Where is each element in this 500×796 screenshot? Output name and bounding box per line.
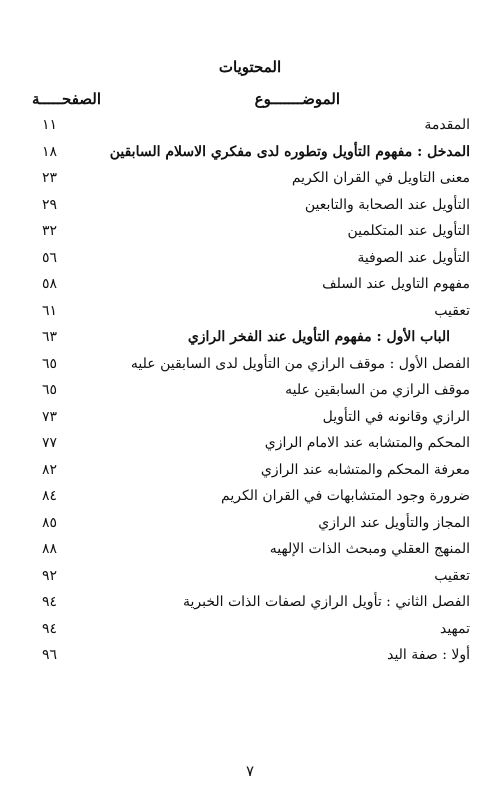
- toc-entry-topic: الرازي وقانونه في التأويل: [322, 408, 470, 425]
- toc-entry-topic: موقف الرازي من السابقين عليه: [285, 382, 470, 398]
- toc-entry-topic: أولا : صفة اليد: [387, 647, 470, 663]
- page-number: ٧: [245, 762, 255, 780]
- toc-entry: [30, 568, 470, 595]
- toc-entry: [30, 250, 470, 277]
- toc-entry-page: ١٨: [42, 143, 58, 160]
- toc-entry-topic: المدخل : مفهوم التأويل وتطوره لدى مفكري الاسلام السابقين: [109, 143, 470, 160]
- toc-entry: [30, 170, 470, 197]
- toc-entry-page: ٦١: [42, 302, 58, 319]
- toc-entry: [30, 276, 470, 303]
- toc-entry-page: ٨٢: [42, 461, 58, 478]
- toc-entry: [30, 197, 470, 224]
- toc-list: [30, 117, 470, 674]
- toc-entry-topic: التأويل عند المتكلمين: [347, 223, 470, 239]
- toc-entry-topic: المجاز والتأويل عند الرازي: [318, 514, 470, 531]
- toc-entry-topic: المنهج العقلي ومبحث الذات الإلهيه: [269, 541, 470, 557]
- toc-entry-topic: تعقيب: [434, 302, 470, 319]
- toc-entry: [30, 117, 470, 144]
- toc-entry-page: ٥٦: [42, 249, 58, 266]
- topic-column-header: الموضـــــــوع: [254, 90, 340, 108]
- toc-entry-page: ٧٣: [42, 408, 58, 425]
- toc-entry-page: ٦٥: [42, 355, 58, 372]
- toc-entry: [30, 488, 470, 515]
- toc-entry-page: ٨٥: [42, 514, 58, 531]
- toc-entry-page: ٣٢: [42, 223, 58, 239]
- toc-entry-topic: مفهوم التاويل عند السلف: [322, 276, 470, 292]
- toc-entry-topic: المقدمة: [424, 117, 470, 133]
- toc-entry: [30, 541, 470, 568]
- toc-entry-topic: الباب الأول : مفهوم التأويل عند الفخر الرازي: [187, 329, 450, 345]
- page-column-header: الصفحـــــة: [32, 90, 102, 108]
- toc-entry-topic: تمهيد: [439, 620, 470, 637]
- toc-entry-topic: التأويل عند الصحابة والتابعين: [304, 196, 470, 213]
- toc-entry: [30, 515, 470, 542]
- toc-entry: [30, 144, 470, 171]
- toc-entry-page: ٥٨: [42, 276, 58, 292]
- toc-entry: [30, 223, 470, 250]
- toc-entry-topic: معرفة المحكم والمتشابه عند الرازي: [260, 461, 470, 478]
- toc-entry-topic: المحكم والمتشابه عند الامام الرازي: [264, 435, 470, 451]
- toc-entry-page: ٩٢: [42, 567, 58, 584]
- toc-entry: [30, 594, 470, 621]
- toc-entry-topic: تعقيب: [434, 567, 470, 584]
- page-title: المحتويات: [218, 58, 282, 76]
- toc-entry-page: ٦٥: [42, 382, 58, 398]
- toc-entry: [30, 435, 470, 462]
- toc-entry-page: ٢٣: [42, 170, 58, 186]
- toc-entry: [30, 621, 470, 648]
- toc-entry-page: ٩٤: [42, 620, 58, 637]
- toc-entry-page: ٧٧: [42, 435, 58, 451]
- toc-entry-page: ٩٦: [42, 647, 58, 663]
- toc-entry-page: ٨٨: [42, 541, 58, 557]
- toc-entry: [30, 356, 470, 383]
- toc-entry-page: ٩٤: [42, 594, 58, 610]
- toc-entry: [30, 329, 470, 356]
- toc-entry-topic: معنى التاويل في القران الكريم: [291, 170, 470, 186]
- toc-entry-page: ٦٣: [42, 329, 58, 345]
- toc-entry-topic: الفصل الأول : موقف الرازي من التأويل لدى السابقين عليه: [130, 355, 470, 372]
- toc-entry: [30, 382, 470, 409]
- toc-entry-topic: التأويل عند الصوفية: [357, 249, 470, 266]
- toc-entry-page: ٢٩: [42, 196, 58, 213]
- toc-entry: [30, 409, 470, 436]
- toc-entry-topic: ضرورة وجود المتشابهات في القران الكريم: [221, 488, 470, 504]
- toc-entry: [30, 647, 470, 674]
- toc-entry: [30, 303, 470, 330]
- toc-entry: [30, 462, 470, 489]
- toc-entry-page: ٨٤: [42, 488, 58, 504]
- toc-entry-topic: الفصل الثاني : تأويل الرازي لصفات الذات الخبرية: [182, 594, 470, 610]
- toc-entry-page: ١١: [42, 117, 58, 133]
